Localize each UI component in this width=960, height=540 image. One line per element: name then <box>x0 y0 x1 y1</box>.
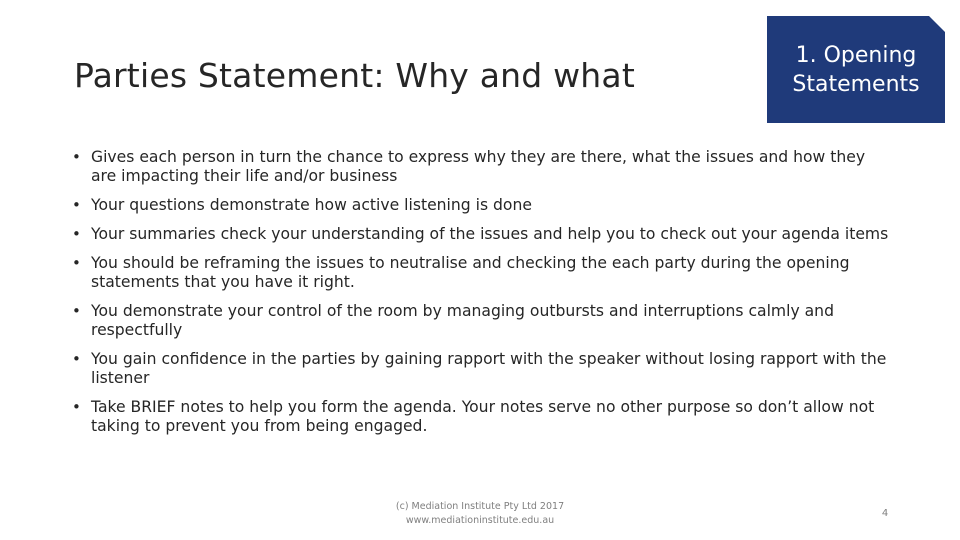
bullet-marker: • <box>72 398 81 416</box>
bullet-marker: • <box>72 225 81 243</box>
bullet-marker: • <box>72 148 81 166</box>
bullet-item <box>72 196 892 215</box>
section-badge-label: 1. Opening Statements <box>792 42 920 97</box>
bullet-list <box>72 148 892 446</box>
bullet-marker: • <box>72 302 81 320</box>
bullet-marker: • <box>72 350 81 368</box>
bullet-text: Your summaries check your understanding of the issues and help you to check out your agenda items <box>91 225 889 243</box>
footer-website-line: www.mediationinstitute.edu.au <box>405 515 555 526</box>
bullet-marker: • <box>72 254 81 272</box>
bullet-item <box>72 350 892 388</box>
bullet-text: Take BRIEF notes to help you form the agenda. Your notes serve no other purpose so don’t allow not taking to prevent you from being engaged. <box>91 398 875 435</box>
bullet-item <box>72 148 892 186</box>
bullet-text: Gives each person in turn the chance to express why they are there, what the issues and how they are impacting their life and/or business <box>91 148 866 185</box>
footer-copyright-line: (c) Mediation Institute Pty Ltd 2017 <box>395 501 565 512</box>
bullet-item <box>72 302 892 340</box>
bullet-text: You gain confidence in the parties by gaining rapport with the speaker without losing rapport with the listener <box>91 350 887 387</box>
bullet-item <box>72 225 892 244</box>
bullet-text: Your questions demonstrate how active listening is done <box>91 196 532 214</box>
bullet-marker: • <box>72 196 81 214</box>
slide-title: Parties Statement: Why and what <box>74 56 635 95</box>
bullet-text: You should be reframing the issues to neutralise and checking the each party during the opening statements that you have it right. <box>91 254 850 291</box>
footer-copyright <box>368 500 592 528</box>
page-number: 4 <box>881 508 889 519</box>
section-badge <box>767 16 945 123</box>
bullet-item <box>72 254 892 292</box>
bullet-text: You demonstrate your control of the room by managing outbursts and interruptions calmly and respectfully <box>91 302 834 339</box>
bullet-item <box>72 398 892 436</box>
